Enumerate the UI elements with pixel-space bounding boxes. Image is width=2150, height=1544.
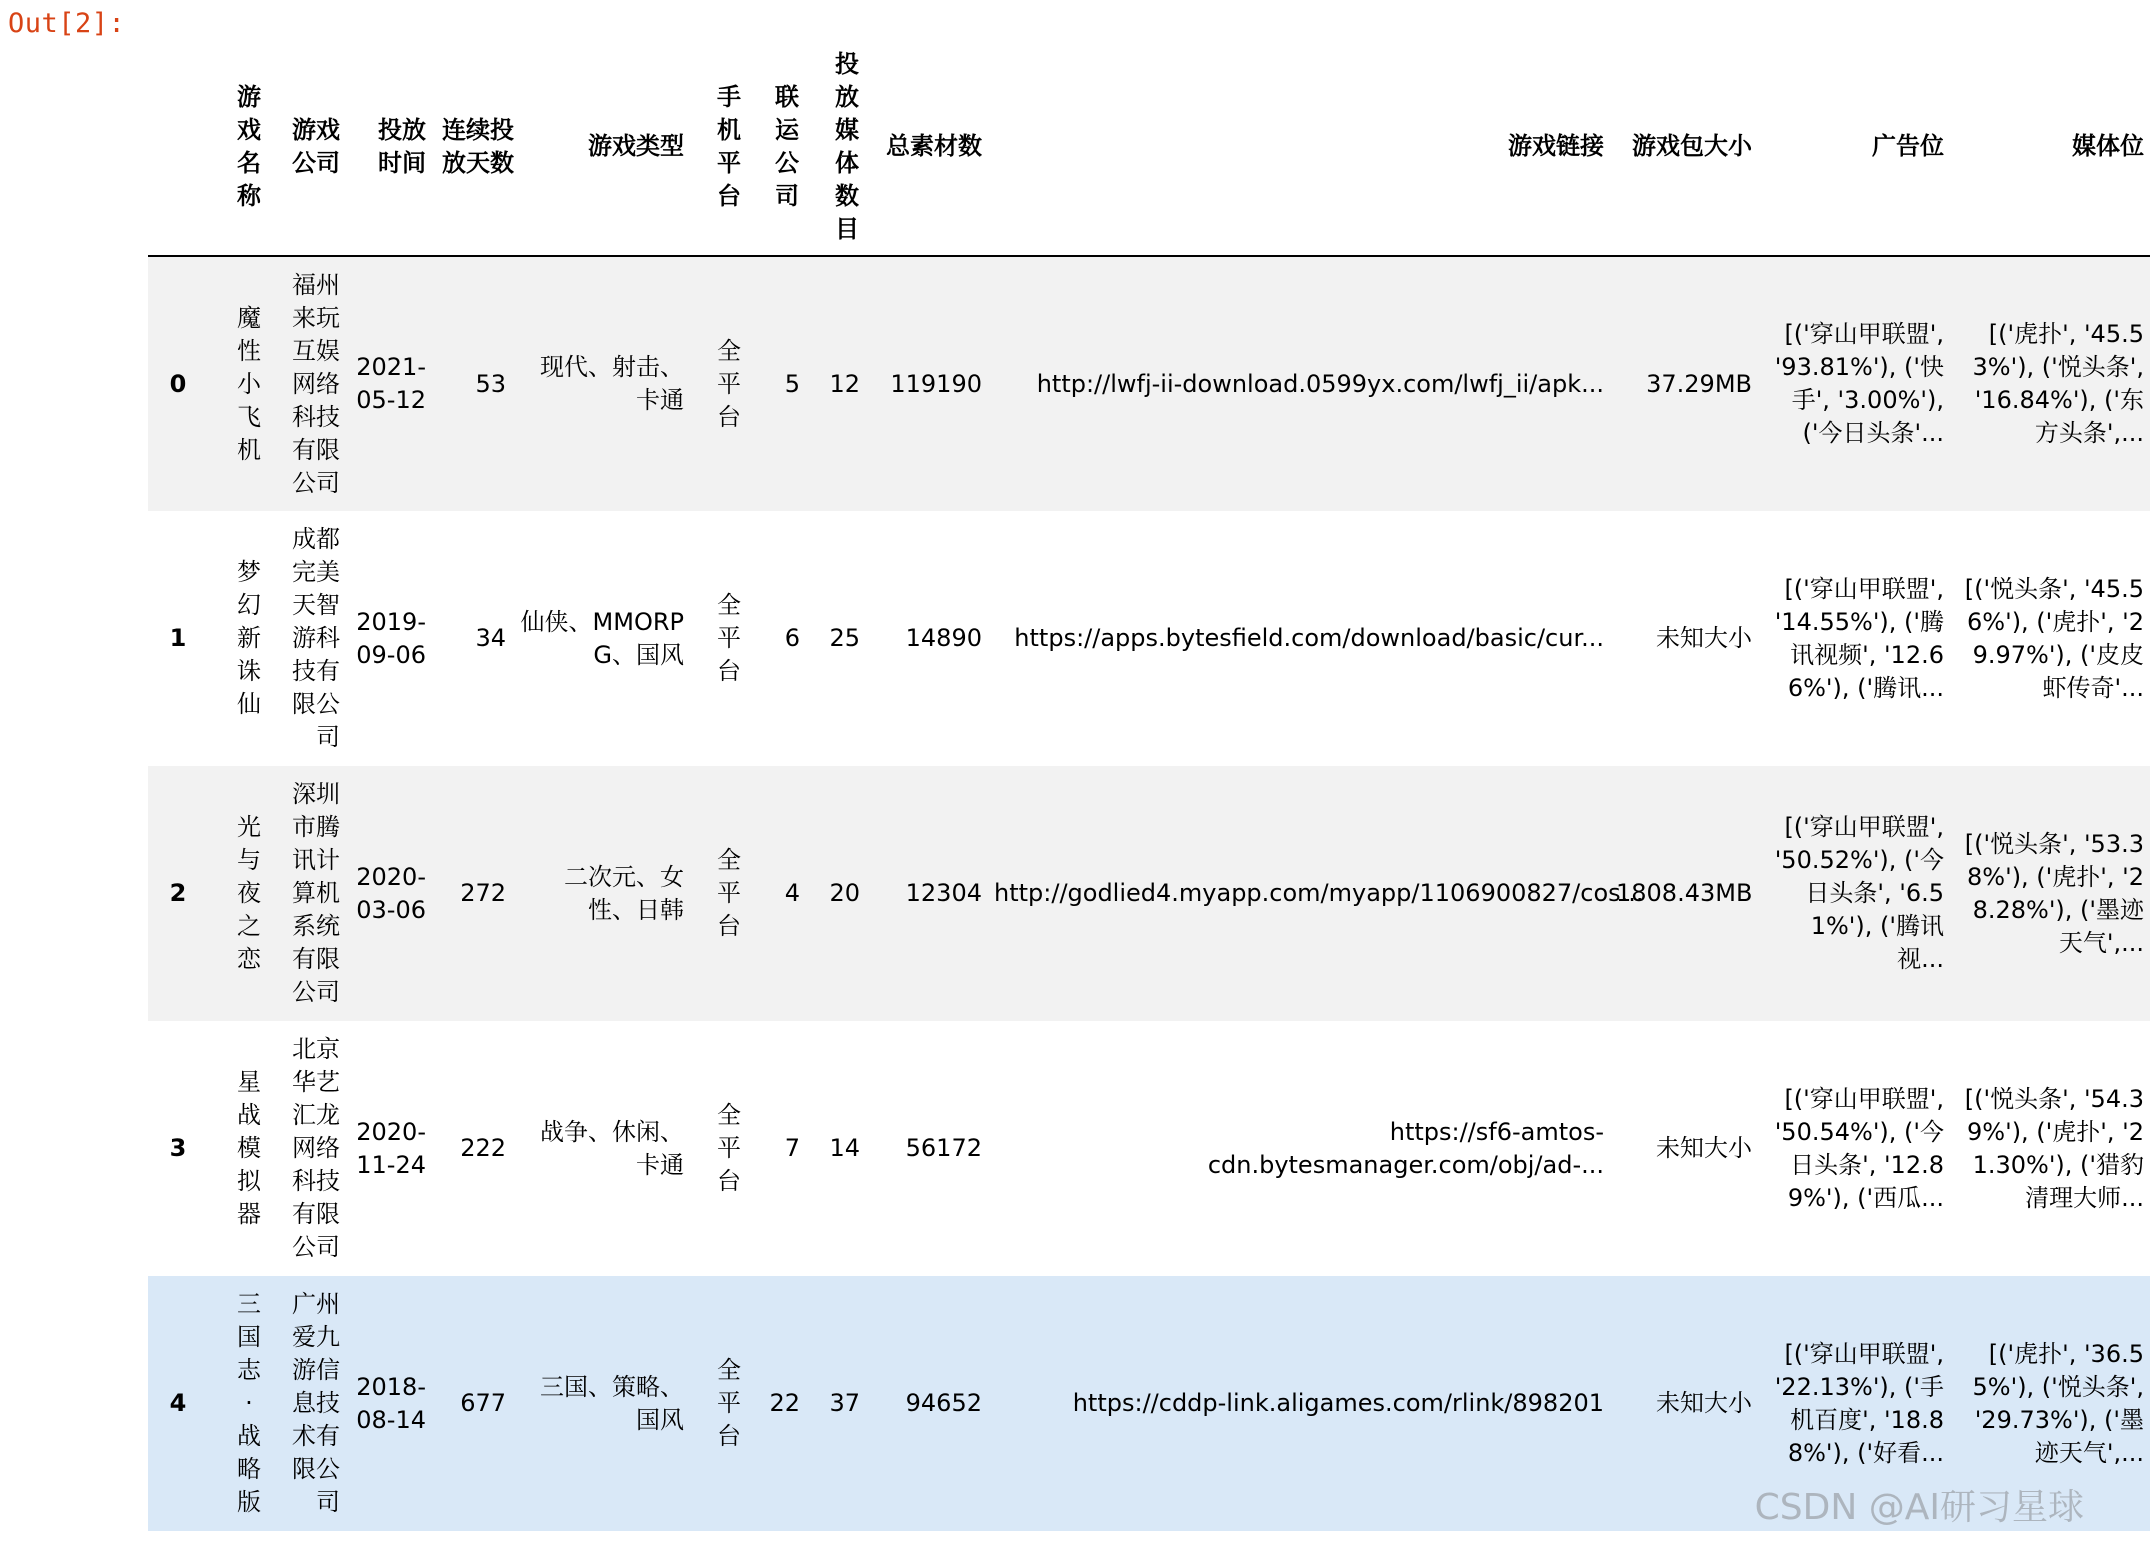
cell-platform: 全平台 <box>717 1101 741 1195</box>
cell-platform: 全平台 <box>717 591 741 685</box>
cell-package-size: 37.29MB <box>1646 369 1752 398</box>
cell-launch-date: 2018-08-14 <box>356 1372 426 1434</box>
cell-package-size: 未知大小 <box>1656 624 1752 652</box>
cell-game-genre: 现代、射击、卡通 <box>540 353 684 414</box>
cell-game-name: 梦幻新诛仙 <box>237 558 261 718</box>
cell-partner-companies: 6 <box>784 624 800 652</box>
cell-partner-companies: 22 <box>769 1389 800 1417</box>
row-index: 2 <box>169 879 187 907</box>
cell-consecutive-days: 272 <box>460 879 506 907</box>
table-row <box>148 766 2150 1021</box>
cell-game-link: https://sf6-amtos-cdn.bytesmanager.com/obj/ad-... <box>1207 1117 1604 1179</box>
cell-game-genre: 三国、策略、国风 <box>540 1372 684 1434</box>
cell-package-size: 1808.43MB <box>1616 879 1753 907</box>
cell-ad-slot: [('穿山甲联盟', '50.52%'), ('今日头条', '6.51%'), ('腾讯视... <box>1774 813 1944 973</box>
cell-ad-slot: [('穿山甲联盟', '50.54%'), ('今日头条', '12.89%'), ('西瓜... <box>1774 1084 1944 1212</box>
row-index: 4 <box>169 1389 187 1417</box>
column-header-media-slot: 媒体位 <box>1950 38 2150 256</box>
cell-total-assets: 56172 <box>905 1134 982 1162</box>
cell-partner-companies: 4 <box>784 879 800 907</box>
cell-media-slot: [('虎扑', '45.53%'), ('悦头条', '16.84%'), ('东方头条',... <box>1972 320 2144 447</box>
cell-game-genre: 二次元、女性、日韩 <box>564 862 684 924</box>
column-header-game-link: 游戏链接 <box>988 38 1610 256</box>
cell-media-slot: [('悦头条', '54.39%'), ('虎扑', '21.30%'), ('猎豹清理大师... <box>1964 1084 2144 1212</box>
cell-game-genre: 战争、休闲、卡通 <box>540 1117 684 1179</box>
cell-game-name: 三国志·战略版 <box>237 1290 261 1516</box>
dataframe-output <box>148 38 2144 1531</box>
cell-consecutive-days: 677 <box>460 1389 506 1417</box>
cell-media-count: 14 <box>829 1134 860 1162</box>
column-header-media-count: 投放媒体数目 <box>806 38 866 256</box>
cell-game-company: 福州来玩互娱网络科技有限公司 <box>292 270 340 497</box>
column-header-platform: 手机平台 <box>690 38 748 256</box>
cell-partner-companies: 7 <box>784 1134 800 1162</box>
table-row <box>148 511 2150 766</box>
cell-game-name: 星战模拟器 <box>237 1068 261 1228</box>
column-header-package-size: 游戏包大小 <box>1610 38 1758 256</box>
cell-launch-date: 2020-03-06 <box>356 862 426 924</box>
cell-game-genre: 仙侠、MMORPG、国风 <box>520 607 684 669</box>
cell-game-link: https://apps.bytesfield.com/download/basic/cur... <box>1014 624 1604 652</box>
cell-game-company: 深圳市腾讯计算机系统有限公司 <box>292 780 340 1006</box>
cell-media-count: 37 <box>829 1389 860 1417</box>
column-header-game-genre: 游戏类型 <box>512 38 690 256</box>
cell-consecutive-days: 34 <box>475 624 506 652</box>
csdn-watermark: CSDN @AI研习星球 <box>1754 1487 2084 1528</box>
column-header-launch-date: 投放时间 <box>346 38 432 256</box>
cell-platform: 全平台 <box>717 1356 741 1450</box>
column-header-game-company: 游戏公司 <box>268 38 346 256</box>
cell-game-company: 广州爱九游信息技术有限公司 <box>292 1290 340 1516</box>
column-header-game-name: 游戏名称 <box>208 38 268 256</box>
cell-package-size: 未知大小 <box>1656 1389 1752 1417</box>
cell-launch-date: 2020-11-24 <box>356 1117 426 1179</box>
cell-media-slot: [('悦头条', '53.38%'), ('虎扑', '28.28%'), ('墨迹天气',... <box>1964 829 2144 957</box>
cell-total-assets: 119190 <box>890 369 982 398</box>
row-index: 0 <box>169 369 187 398</box>
cell-media-slot: [('虎扑', '36.55%'), ('悦头条', '29.73%'), ('墨迹天气',... <box>1972 1339 2144 1467</box>
cell-consecutive-days: 53 <box>475 369 506 398</box>
cell-media-slot: [('悦头条', '45.56%'), ('虎扑', '29.97%'), ('皮皮虾传奇'... <box>1964 574 2144 702</box>
cell-package-size: 未知大小 <box>1656 1134 1752 1162</box>
header-row <box>148 38 2150 256</box>
dataframe-table <box>148 38 2150 1531</box>
cell-total-assets: 14890 <box>905 624 982 652</box>
cell-total-assets: 12304 <box>905 879 982 907</box>
cell-launch-date: 2019-09-06 <box>356 607 426 669</box>
column-header-ad-slot: 广告位 <box>1758 38 1950 256</box>
cell-launch-date: 2021-05-12 <box>356 353 426 414</box>
cell-total-assets: 94652 <box>905 1389 982 1417</box>
cell-platform: 全平台 <box>717 846 741 940</box>
cell-media-count: 12 <box>829 369 860 398</box>
row-index: 1 <box>169 624 187 652</box>
cell-game-company: 北京华艺汇龙网络科技有限公司 <box>292 1035 340 1261</box>
cell-game-link: http://godlied4.myapp.com/myapp/1106900827/cos... <box>994 879 1644 907</box>
column-header-partner-companies: 联运公司 <box>748 38 806 256</box>
table-row <box>148 256 2150 511</box>
cell-ad-slot: [('穿山甲联盟', '22.13%'), ('手机百度', '18.88%'), ('好看... <box>1774 1339 1944 1467</box>
cell-ad-slot: [('穿山甲联盟', '93.81%'), ('快手', '3.00%'), ('今日头条'... <box>1774 320 1944 447</box>
cell-consecutive-days: 222 <box>460 1134 506 1162</box>
cell-platform: 全平台 <box>717 336 741 431</box>
row-index: 3 <box>169 1134 187 1162</box>
cell-game-link: http://lwfj-ii-download.0599yx.com/lwfj_ii/apk... <box>1036 369 1604 398</box>
output-prompt: Out[2]: <box>8 8 126 39</box>
cell-media-count: 20 <box>829 879 860 907</box>
cell-ad-slot: [('穿山甲联盟', '14.55%'), ('腾讯视频', '12.66%'), ('腾讯... <box>1774 574 1944 702</box>
cell-partner-companies: 5 <box>784 369 800 398</box>
cell-game-company: 成都完美天智游科技有限公司 <box>292 525 340 751</box>
cell-game-link: https://cddp-link.aligames.com/rlink/898201 <box>1072 1389 1604 1417</box>
column-header-total-assets: 总素材数 <box>866 38 988 256</box>
table-row <box>148 1021 2150 1276</box>
column-header-consecutive-days: 连续投放天数 <box>432 38 512 256</box>
cell-game-name: 魔性小飞机 <box>237 303 261 464</box>
cell-game-name: 光与夜之恋 <box>237 813 261 973</box>
index-header <box>148 38 208 256</box>
cell-media-count: 25 <box>829 624 860 652</box>
